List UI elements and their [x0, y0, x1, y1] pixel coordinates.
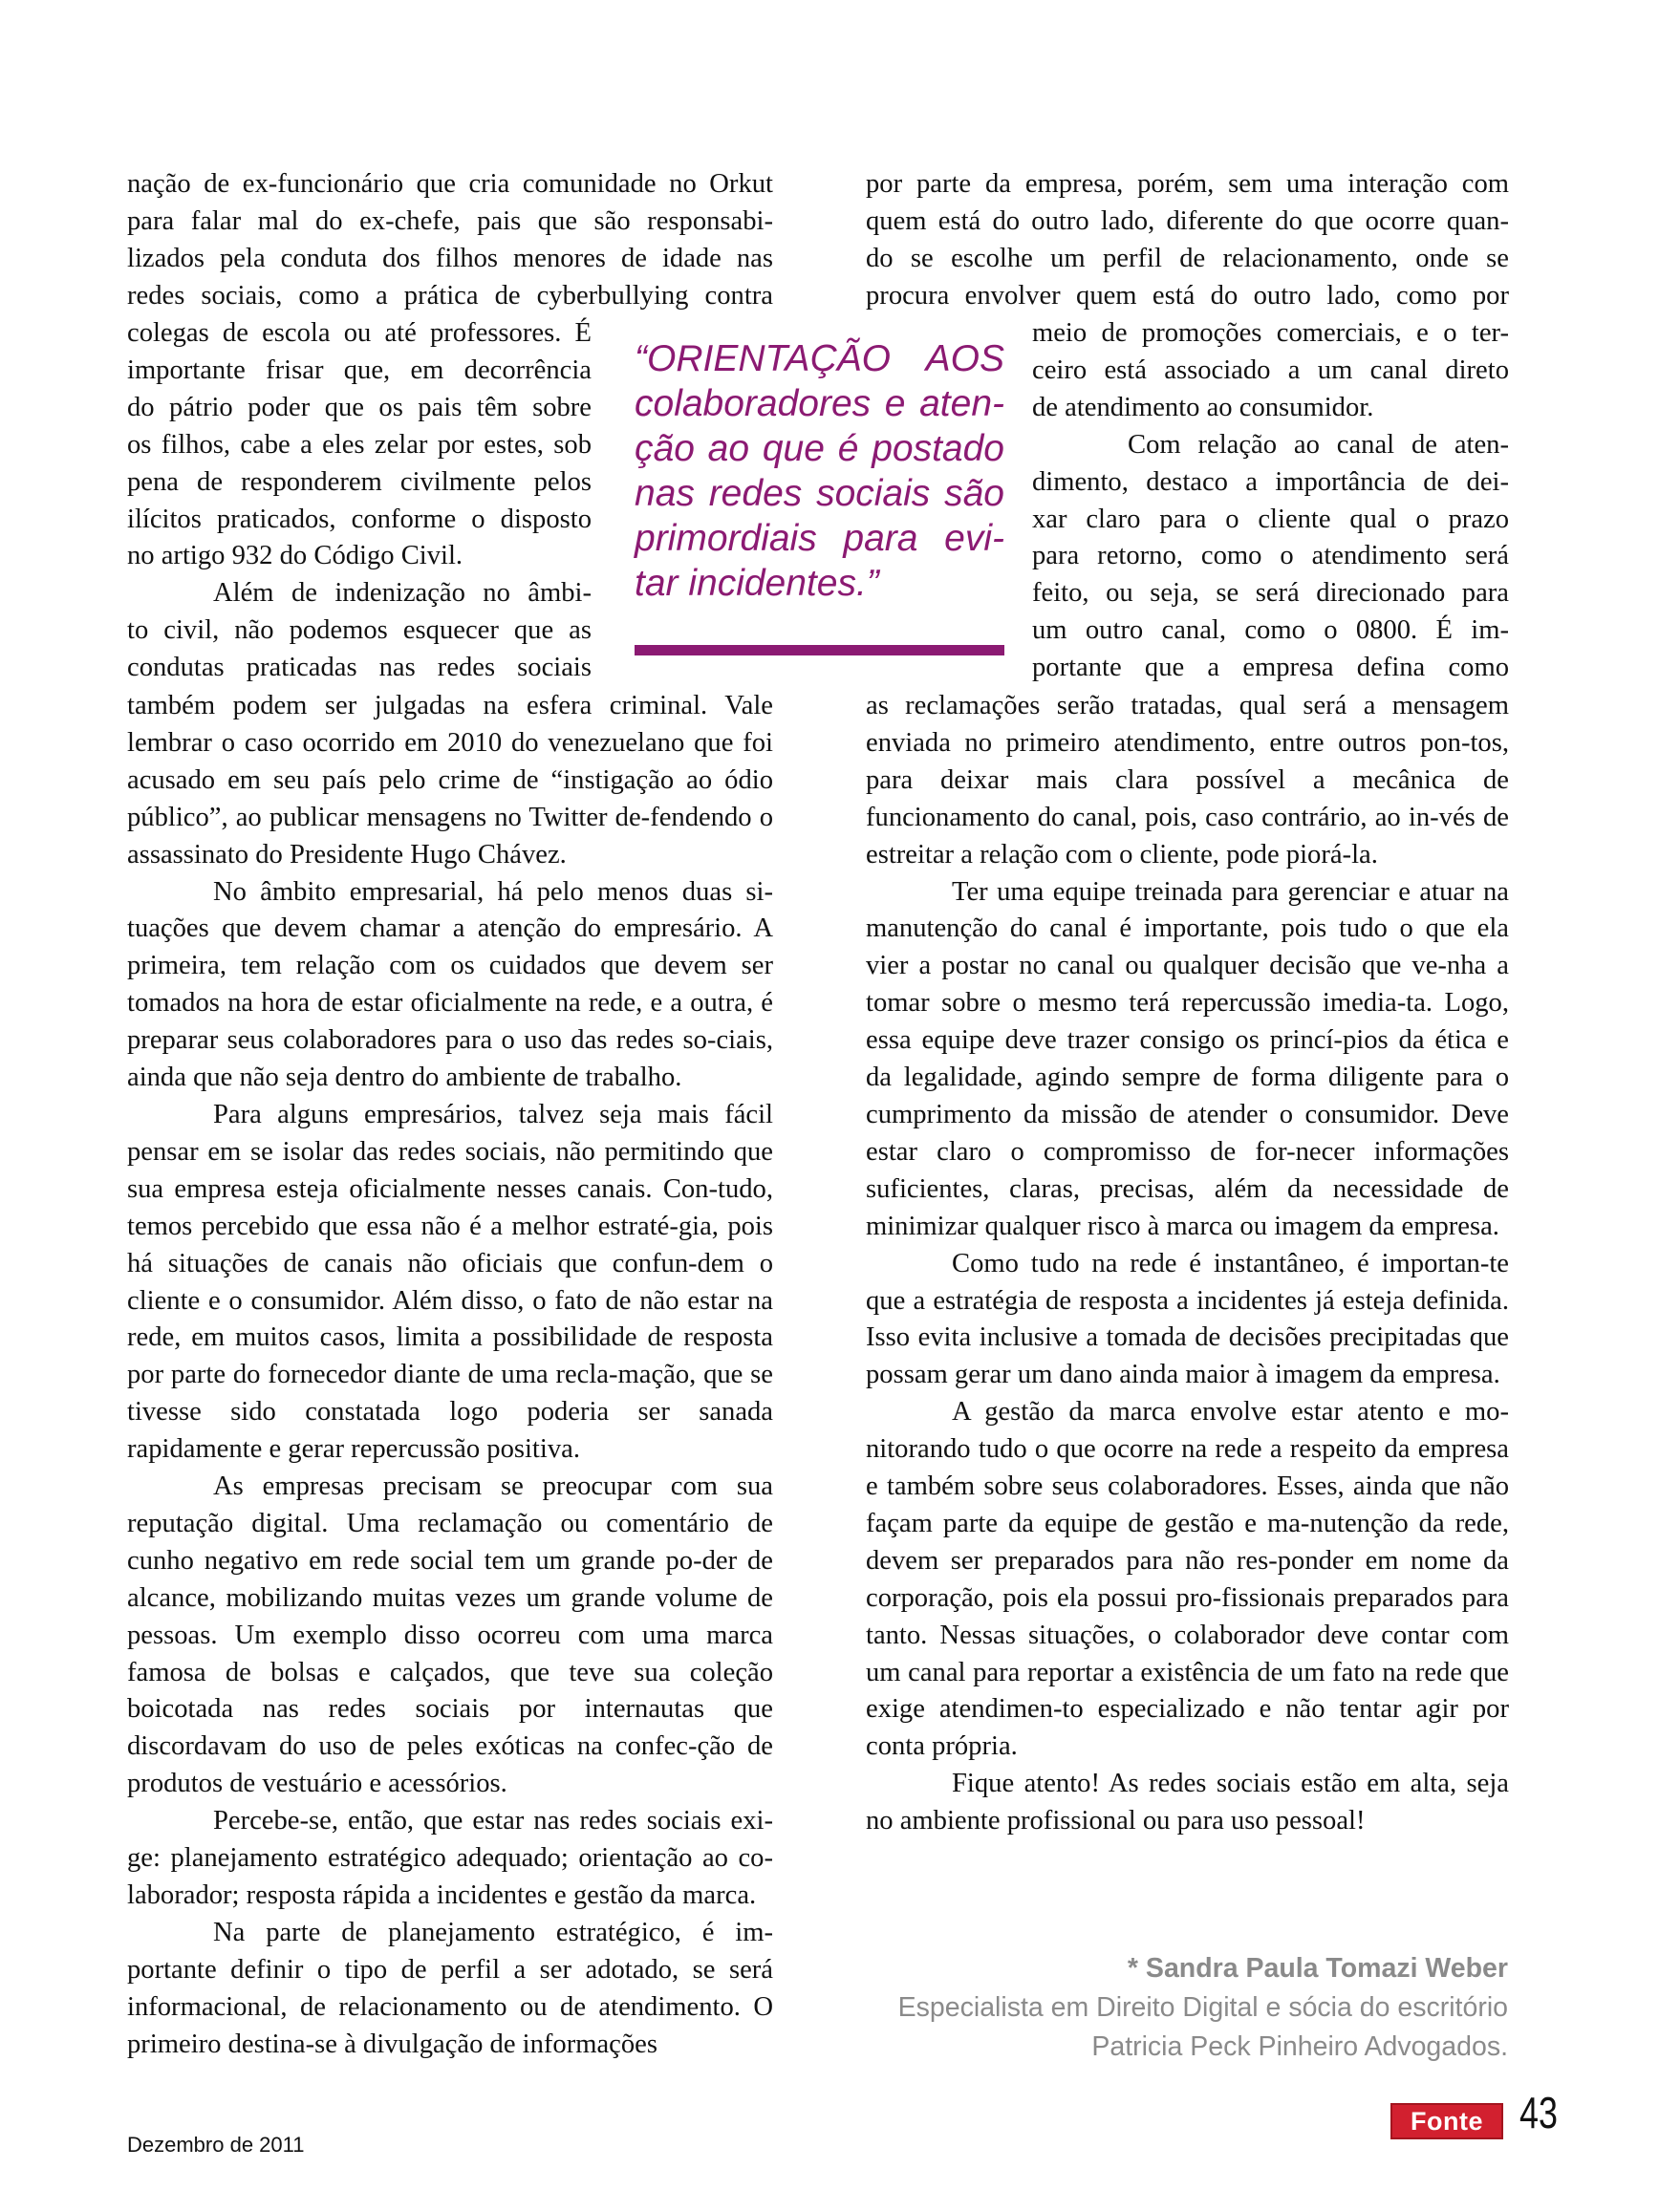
text-line: do pátrio poder que os pais têm sobre [127, 392, 592, 422]
paragraph: As empresas precisam se preocupar com sua reputação digital. Uma reclamação ou comentário de cunho negativo em rede social tem um grande po-der de alcance, mobilizando muitas vezes um grande volume de pessoas. Um exemplo disso ocorreu com uma marca famosa de bolsas e calçados, que teve sua coleção boicotada nas redes sociais por internautas que discordavam do uso de peles exóticas na confec-ção de produtos de vestuário e acessórios. [127, 1471, 773, 1799]
text-line: lizados pela conduta dos filhos menores de idade nas [127, 243, 773, 273]
text-line: portante que a empresa defina como [1032, 653, 1509, 683]
text-line: importante frisar que, em decorrência [127, 354, 592, 385]
text-line: para retorno, como o atendimento será [1032, 541, 1509, 571]
text-line: condutas praticadas nas redes sociais [127, 653, 592, 683]
text-line: de atendimento ao consumidor. [1032, 392, 1374, 422]
text-line: os filhos, cabe a eles zelar por estes, sob [127, 429, 592, 460]
left-column-body [127, 688, 773, 2064]
text-line: para falar mal do ex-chefe, pais que são responsabi- [127, 205, 773, 236]
left-column-top [127, 166, 773, 315]
magazine-logo-text: Fonte [1411, 2106, 1483, 2136]
left-column-wrap-around-quote [127, 315, 592, 687]
text-line: dimento, destaco a importância de dei- [1032, 466, 1509, 497]
text-line: pena de responderem civilmente pelos [127, 466, 592, 497]
pull-quote-divider [635, 645, 1004, 655]
paragraph: Como tudo na rede é instantâneo, é importan-te que a estratégia de resposta a incidentes já esteja definida. Isso evita inclusive a tomada de decisões precipitadas que possam gerar um dano ainda maior à imagem da empresa. [866, 1248, 1509, 1390]
paragraph: também podem ser julgadas na esfera criminal. Vale lembrar o caso ocorrido em 2010 do venezuelano que foi acusado em seu país pelo crime de “instigação ao ódio público”, ao publicar mensagens no Twitter de-fendendo o assassinato do Presidente Hugo Chávez. [127, 691, 773, 870]
text-line: nação de ex-funcionário que cria comunidade no Orkut [127, 169, 773, 199]
text-line: colegas de escola ou até professores. É [127, 318, 592, 348]
magazine-logo [1390, 2103, 1503, 2139]
text-line: por parte da empresa, porém, sem uma interação com [866, 169, 1509, 199]
author-bio-line: Patricia Peck Pinheiro Advogados. [1091, 2031, 1508, 2062]
author-credit [782, 1949, 1508, 2067]
text-line: feito, ou seja, se será direcionado para [1032, 578, 1509, 609]
text-line: do se escolhe um perfil de relacionamento, onde se [866, 243, 1509, 273]
text-line: um outro canal, como o 0800. É im- [1032, 615, 1509, 646]
issue-date: Dezembro de 2011 [127, 2133, 305, 2157]
paragraph: No âmbito empresarial, há pelo menos duas si-tuações que devem chamar a atenção do empresário. A primeira, tem relação com os cuidados que devem ser tomados na hora de estar oficialmente na rede, e a outra, é preparar seus colaboradores para o uso das redes so-ciais, ainda que não seja dentro do ambiente de trabalho. [127, 876, 773, 1093]
text-line: no artigo 932 do Código Civil. [127, 541, 463, 571]
text-line: quem está do outro lado, diferente do que ocorre quan- [866, 205, 1509, 236]
text-line: to civil, não podemos esquecer que as [127, 615, 592, 646]
text-line: Além de indenização no âmbi- [213, 578, 592, 609]
text-line: meio de promoções comerciais, e o ter- [1032, 318, 1509, 348]
author-name: * Sandra Paula Tomazi Weber [1127, 1953, 1508, 1984]
paragraph: Na parte de planejamento estratégico, é im-portante definir o tipo de perfil a ser adotado, se será informacional, de relacionamento ou de atendimento. O primeiro destina-se à divulgação de informações [127, 1917, 773, 2059]
right-column-top [866, 166, 1509, 315]
paragraph: as reclamações serão tratadas, qual será a mensagem enviada no primeiro atendimento, entre outros pon-tos, para deixar mais clara possível a mecânica de funcionamento do canal, pois, caso contrário, ao in-vés de estreitar a relação com o cliente, pode piorá-la. [866, 691, 1509, 870]
right-column-body [866, 688, 1509, 1840]
page-number: 43 [1519, 2088, 1558, 2137]
paragraph: Para alguns empresários, talvez seja mais fácil pensar em se isolar das redes sociais, não permitindo que sua empresa esteja oficialmente nesses canais. Con-tudo, temos percebido que essa não é a melhor estraté-gia, pois há situações de canais não oficiais que confun-dem o cliente e o consumidor. Além disso, o fato de não estar na rede, em muitos casos, limita a possibilidade de resposta por parte do fornecedor diante de uma recla-mação, que se tivesse sido constatada logo poderia ser sanada rapidamente e gerar repercussão positiva. [127, 1099, 773, 1465]
paragraph: Fique atento! As redes sociais estão em alta, seja no ambiente profissional ou para uso pessoal! [866, 1769, 1509, 1836]
text-line: Com relação ao canal de aten- [1128, 429, 1509, 460]
text-line: ceiro está associado a um canal direto [1032, 354, 1509, 385]
author-bio-line: Especialista em Direito Digital e sócia do escritório [897, 1992, 1508, 2023]
paragraph: A gestão da marca envolve estar atento e mo-nitorando tudo o que ocorre na rede a respeito da empresa e também sobre seus colaboradores. Esses, ainda que não façam parte da equipe de gestão e ma-nutenção da rede, devem ser preparados para não res-ponder em nome da corporação, pois ela possui pro-fissionais preparados para tanto. Nessas situações, o colaborador deve contar com um canal para reportar a existência de um fato na rede que exige atendimen-to especializado e não tentar agir por conta própria. [866, 1397, 1509, 1762]
text-line: redes sociais, como a prática de cyberbullying contra [127, 280, 773, 311]
paragraph: Ter uma equipe treinada para gerenciar e atuar na manutenção do canal é importante, pois tudo o que ela vier a postar no canal ou qualquer decisão que ve-nha a tomar sobre o mesmo terá repercussão imedia-ta. Logo, essa equipe deve trazer consigo os princí-pios da ética e da legalidade, agindo sempre de forma diligente para o cumprimento da missão de atender o consumidor. Deve estar claro o compromisso de for-necer informações suficientes, claras, precisas, além da necessidade de minimizar qualquer risco à marca ou imagem da empresa. [866, 876, 1509, 1241]
pull-quote: “ORIENTAÇÃO AOS colaboradores e aten-ção ao que é postado nas redes sociais são primordiais para evi-tar incidentes.” [635, 338, 1004, 604]
text-line: procura envolver quem está do outro lado, como por [866, 280, 1509, 311]
paragraph: Percebe-se, então, que estar nas redes sociais exi-ge: planejamento estratégico adequado; orientação ao co-laborador; resposta rápida a incidentes e gestão da marca. [127, 1806, 773, 1910]
text-line: ilícitos praticados, conforme o disposto [127, 504, 592, 534]
text-line: xar claro para o cliente qual o prazo [1032, 504, 1509, 534]
right-column-wrap-around-quote [1032, 315, 1509, 687]
